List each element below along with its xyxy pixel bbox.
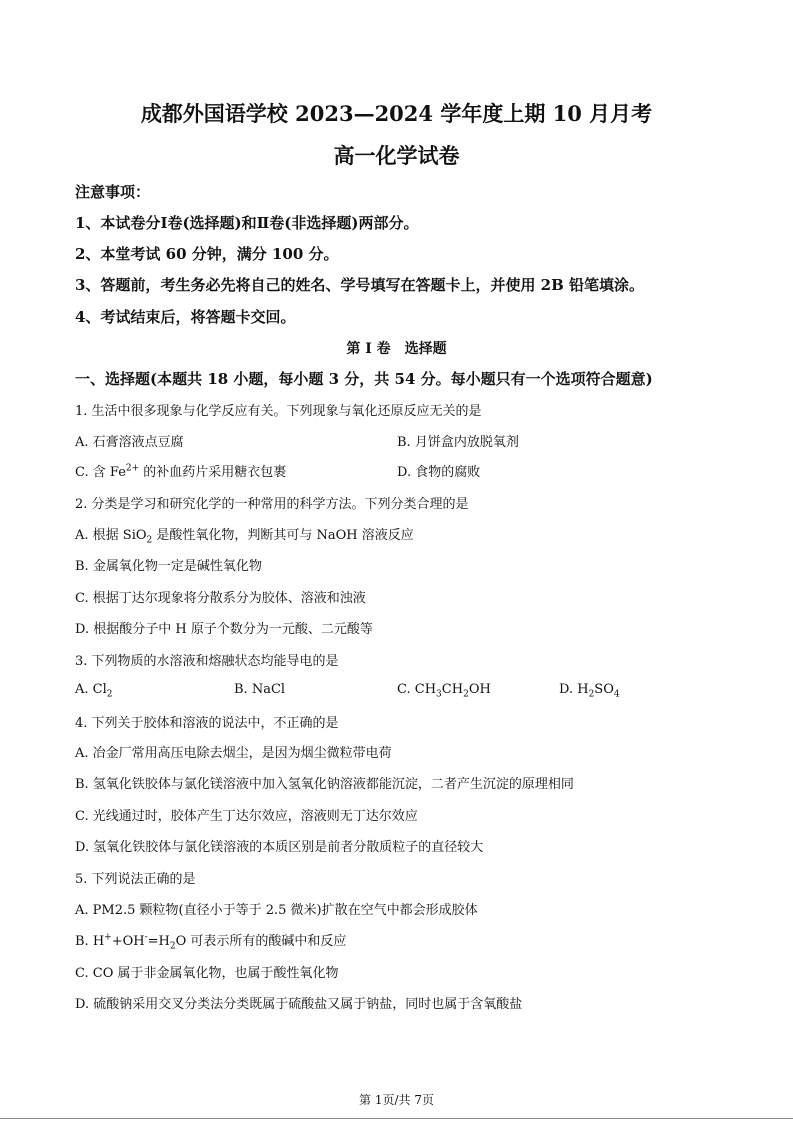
- q3-c-text-3: OH: [468, 682, 491, 697]
- q5-b-text-1: B. H: [75, 934, 105, 949]
- q1-stem: 1. 生活中很多现象与化学反应有关。下列现象与氧化还原反应无关的是: [75, 404, 482, 419]
- q1-c-text-2: 的补血药片采用糖衣包裹: [139, 465, 287, 480]
- q2-a-text-1: A. 根据 SiO: [75, 528, 147, 543]
- section-title: 第 I 卷 选择题: [346, 341, 447, 357]
- q4-stem: 4. 下列关于胶体和溶液的说法中，不正确的是: [75, 716, 339, 731]
- q2-option-c: C. 根据丁达尔现象将分散系分为胶体、溶液和浊液: [75, 591, 366, 606]
- q5-b-text-2: +OH: [111, 934, 145, 949]
- note-item-3: 3、答题前，考生务必先将自己的姓名、学号填写在答题卡上，并使用 2B 铅笔填涂。: [75, 276, 645, 294]
- q5-option-a: A. PM2.5 颗粒物(直径小于等于 2.5 微米)扩散在空气中都会形成胶体: [75, 903, 478, 918]
- q2-option-d: D. 根据酸分子中 H 原子个数分为一元酸、二元酸等: [75, 622, 373, 637]
- q2-option-b: B. 金属氧化物一定是碱性氧化物: [75, 559, 262, 574]
- q5-b-text-4: O 可表示所有的酸碱中和反应: [175, 934, 347, 949]
- q3-d-subscript-2: 4: [613, 689, 620, 700]
- q3-c-text-2: CH: [441, 682, 464, 697]
- q1-c-text-1: C. 含 Fe: [75, 465, 126, 480]
- q3-d-text-2: SO: [594, 682, 614, 697]
- q3-c-subscript-2: 2: [463, 689, 469, 700]
- q4-option-b: B. 氢氧化铁胶体与氯化镁溶液中加入氢氧化钠溶液都能沉淀，二者产生沉淀的原理相同: [75, 777, 574, 792]
- q3-a-subscript: 2: [106, 689, 113, 700]
- q3-d-text-1: D. H: [559, 682, 589, 697]
- q3-option-c: [397, 682, 491, 700]
- exam-title: 成都外国语学校 2023—2024 学年度上期 10 月月考: [140, 101, 653, 126]
- note-item-1: 1、本试卷分Ⅰ卷(选择题)和Ⅱ卷(非选择题)两部分。: [75, 214, 419, 232]
- notes-heading: 注意事项：: [75, 183, 151, 201]
- note-item-2: 2、本堂考试 60 分钟，满分 100 分。: [75, 245, 339, 263]
- section-instruction: 一、选择题(本题共 18 小题，每小题 3 分，共 54 分。每小题只有一个选项符合题意): [75, 370, 653, 388]
- q4-option-d: D. 氢氧化铁胶体与氯化镁溶液的本质区别是前者分散质粒子的直径较大: [75, 840, 484, 855]
- q5-b-text-3: =H: [147, 934, 170, 949]
- q5-b-superscript-2: -: [144, 932, 148, 943]
- q1-option-d: D. 食物的腐败: [397, 465, 481, 480]
- q5-stem: 5. 下列说法正确的是: [75, 872, 196, 887]
- q5-option-b: [75, 930, 346, 952]
- exam-subtitle: 高一化学试卷: [333, 143, 460, 168]
- q2-a-text-2: 是酸性氧化物，判断其可与 NaOH 溶液反应: [152, 528, 414, 543]
- q1-option-c: [75, 461, 286, 480]
- note-item-4: 4、考试结束后，将答题卡交回。: [75, 308, 296, 326]
- q5-option-d: D. 硫酸钠采用交叉分类法分类既属于硫酸盐又属于钠盐，同时也属于含氧酸盐: [75, 997, 523, 1012]
- q1-option-b: B. 月饼盒内放脱氧剂: [397, 435, 519, 450]
- q3-d-subscript-1: 2: [588, 689, 595, 700]
- q3-option-b: B. NaCl: [234, 682, 286, 697]
- page-footer: 第 1页/共 7页: [359, 1093, 434, 1107]
- q2-stem: 2. 分类是学习和研究化学的一种常用的科学方法。下列分类合理的是: [75, 497, 469, 512]
- q4-option-c: C. 光线通过时，胶体产生丁达尔效应，溶液则无丁达尔效应: [75, 809, 418, 824]
- q1-option-a: A. 石膏溶液点豆腐: [75, 435, 184, 450]
- q4-option-a: A. 冶金厂常用高压电除去烟尘，是因为烟尘微粒带电荷: [75, 746, 392, 761]
- q3-option-d: [559, 682, 620, 700]
- q2-option-a: [75, 524, 414, 546]
- q1-c-superscript: 2+: [125, 463, 140, 474]
- bottom-rule: [0, 1118, 793, 1119]
- q5-b-subscript: 2: [169, 941, 176, 952]
- q3-option-a: [75, 682, 113, 700]
- q3-a-text: A. Cl: [75, 682, 107, 697]
- q3-c-text-1: C. CH: [397, 682, 437, 697]
- q3-stem: 3. 下列物质的水溶液和熔融状态均能导电的是: [75, 654, 339, 669]
- q2-a-subscript: 2: [146, 535, 153, 546]
- q3-c-subscript-1: 3: [436, 689, 442, 700]
- q5-option-c: C. CO 属于非金属氧化物，也属于酸性氧化物: [75, 966, 339, 981]
- q5-b-superscript-1: +: [104, 932, 112, 943]
